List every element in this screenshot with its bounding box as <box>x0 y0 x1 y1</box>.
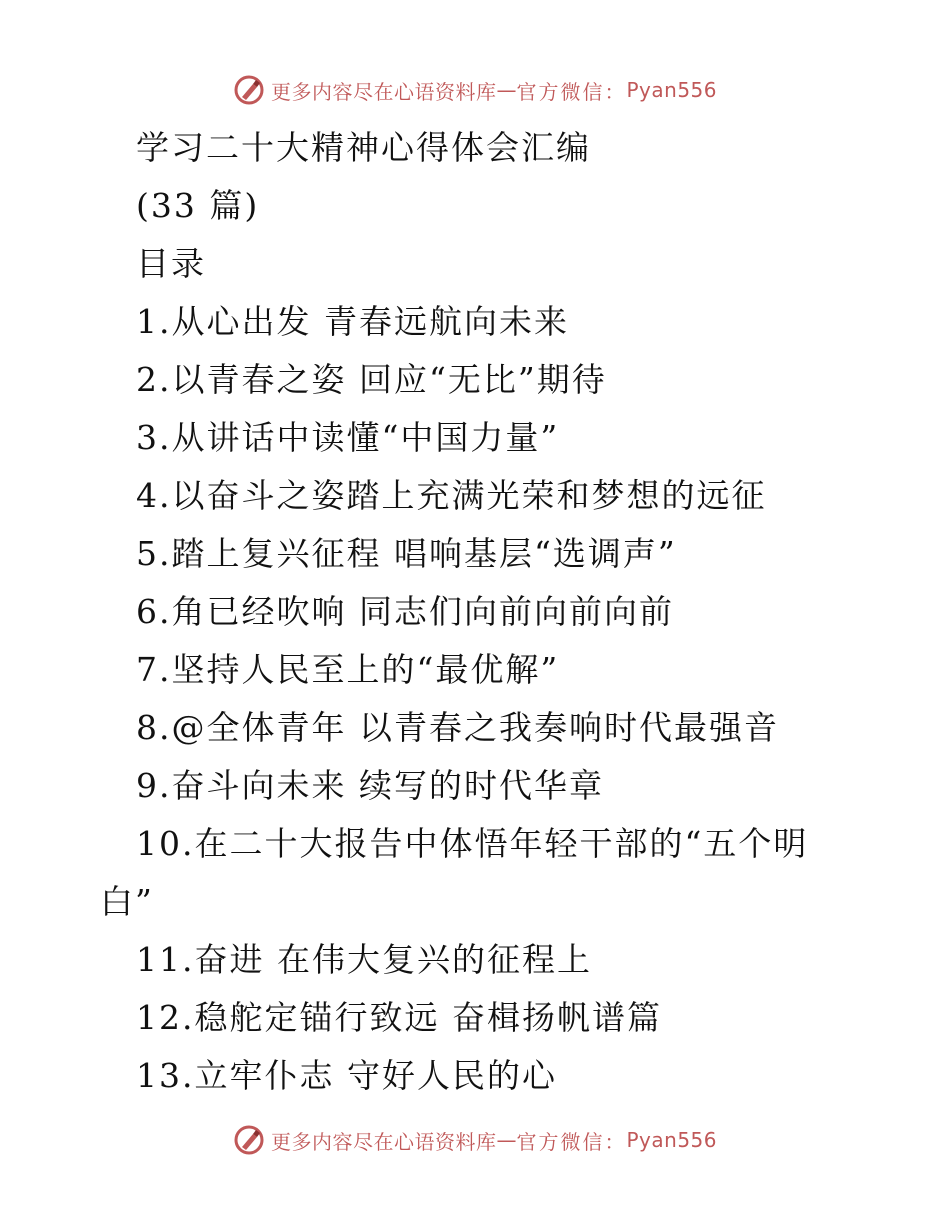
toc-item: 4.以奋斗之姿踏上充满光荣和梦想的远征 <box>136 476 767 515</box>
toc-item: 13.立牢仆志 守好人民的心 <box>136 1056 557 1095</box>
toc-item: 11.奋进 在伟大复兴的征程上 <box>136 940 592 979</box>
toc-item: 12.稳舵定锚行致远 奋楫扬帆谱篇 <box>136 998 662 1037</box>
watermark-id: Pyan556 <box>626 78 717 102</box>
watermark-official: 官方微信： <box>516 79 627 104</box>
toc-item: 8.@全体青年 以青春之我奏响时代最强音 <box>136 708 779 747</box>
toc-item: 7.坚持人民至上的“最优解” <box>136 650 560 689</box>
toc-item: 2.以青春之姿 回应“无比”期待 <box>136 360 607 399</box>
toc-item-continuation: 白” <box>100 882 154 921</box>
toc-item: 5.踏上复兴征程 唱响基层“选调声” <box>136 534 677 573</box>
watermark-dash: — <box>496 78 517 102</box>
toc-item: 10.在二十大报告中体悟年轻干部的“五个明 <box>136 824 809 863</box>
pen-logo-icon <box>233 1124 265 1156</box>
watermark-id: Pyan556 <box>626 1128 717 1152</box>
pen-logo-icon <box>233 74 265 106</box>
toc-item: 3.从讲话中读懂“中国力量” <box>136 418 560 457</box>
watermark-dash: — <box>496 1128 517 1152</box>
document-count: (33 篇) <box>136 186 260 225</box>
watermark-brand: 更多内容尽在心语资料库 <box>270 1129 497 1154</box>
toc-item: 9.奋斗向未来 续写的时代华章 <box>136 766 604 805</box>
watermark-brand: 更多内容尽在心语资料库 <box>270 79 497 104</box>
watermark-bottom <box>0 1120 950 1160</box>
watermark-official: 官方微信： <box>516 1129 627 1154</box>
watermark-top <box>0 70 950 110</box>
document-title: 学习二十大精神心得体会汇编 <box>136 128 591 167</box>
toc-item: 6.角已经吹响 同志们向前向前向前 <box>136 592 674 631</box>
toc-item: 1.从心出发 青春远航向未来 <box>136 302 569 341</box>
toc-heading: 目录 <box>136 244 206 283</box>
